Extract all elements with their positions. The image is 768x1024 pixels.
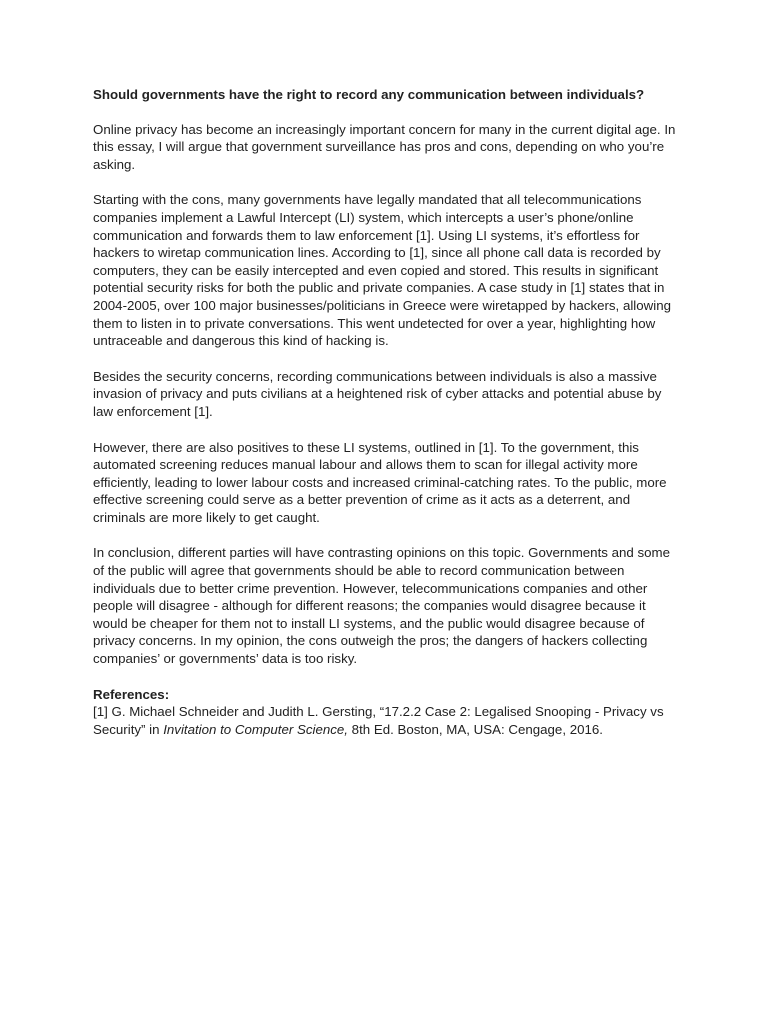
paragraph-privacy: Besides the security concerns, recording communications between individuals is also a massive invasion of privacy and puts civilians at a heightened risk of cyber attacks and potential abuse by law enforcement [1].	[93, 368, 662, 419]
references-heading: References:	[93, 686, 170, 702]
paragraph-positives: However, there are also positives to these LI systems, outlined in [1]. To the government, this automated screening reduces manual labour and allows them to scan for illegal activity more efficiently, leading to lower labour costs and increased criminal-catching rates. To the public, more effective screening could serve as a better prevention of crime as it acts as a deterrent, and criminals are more likely to get caught.	[93, 439, 667, 525]
paragraph-intro: Online privacy has become an increasingly important concern for many in the current digital age. In this essay, I will argue that government surveillance has pros and cons, depending on who you’re asking.	[93, 121, 676, 172]
reference-entry	[93, 703, 678, 738]
paragraph-conclusion: In conclusion, different parties will have contrasting opinions on this topic. Governments and some of the public will agree that governments should be able to record communication between individuals due to better crime prevention. However, telecommunications companies and other people will disagree - although for different reasons; the companies would disagree because it would be cheaper for them not to install LI systems, and the public would disagree because of privacy concerns. In my opinion, the cons outweigh the pros; the dangers of hackers collecting companies’ or governments’ data is too risky.	[93, 545, 671, 667]
essay-title: Should governments have the right to record any communication between individuals?	[93, 87, 645, 102]
paragraph-cons: Starting with the cons, many governments have legally mandated that all telecommunications companies implement a Lawful Intercept (LI) system, which intercepts a user’s phone/online communication and forwards them to law enforcement [1]. Using LI systems, it’s effortless for hackers to wiretap communication lines. According to [1], since all phone call data is recorded by computers, they can be easily intercepted and even copied and stored. This results in significant potential security risks for both the public and private companies. A case study in [1] states that in 2004-2005, over 100 major businesses/politicians in Greece were wiretapped by hackers, allowing them to listen in to private conversations. This went undetected for over a year, highlighting how untraceable and dangerous this kind of hacking is.	[93, 192, 671, 349]
document-page	[93, 86, 678, 738]
reference-book-title: Invitation to Computer Science,	[163, 721, 348, 737]
reference-publication: 8th Ed. Boston, MA, USA: Cengage, 2016.	[347, 721, 603, 737]
reference-authors-title: [1] G. Michael Schneider and Judith L. Gersting, “17.2.2 Case 2: Legalised Snooping - Privacy vs Security” in	[93, 704, 664, 737]
